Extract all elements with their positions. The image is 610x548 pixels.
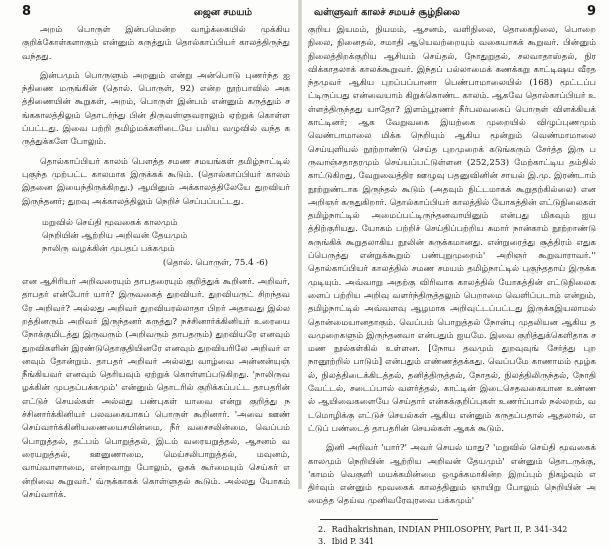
right-running-title: வள்ளுவர் காலச் சமயச் சூழ்நிலை	[314, 7, 460, 18]
verse-line: நெறியின் ஆற்றிய அறிவன் தேயமும்	[42, 231, 188, 242]
verse-citation: (தொல். பொருள், 75.4 -6)	[162, 257, 268, 268]
left-paragraph-1: அறம் பொருள் இன்பமென்ற வாழ்க்கையில் முக்கிய குறிக்கோள்களாகும் என்னும் கருத்தும் தொல்காப்பியர் காலத்திருந்து வந்தது.	[22, 25, 290, 62]
right-paragraph-1: குறிய இயமம், நியமம், ஆசனம், வளிநிலை, தொகைநிலை, பொறை நிலை, நினைதல், சமாதி ஆயெவற்றையும் வகையாகக் கூறுவர். பின்னும் நிலைத்திறக்குறிய ஆசியம் செய்தல், நோதுறுதல், சலவாதாஸ்தல், நிரவிக்காதலாக் காலக்கூறுவர். இந்தப் பல்லாமைக் கணக்கறு காட்டிஷய வீரதந்தமுவர் ஆகிய புறப்பப்பானா பெண்பாமாலையில் (168) மூட்டப்பட்டிருப்பது என்வையாம் கிறுக்கொண்ட காலம். ஆகவே தொல்காப்பியர் உள்ளத்திருந்தது யாதோ? இளம்பூரணர் நீர்பலவகைப் பொருள் விளக்கியக் காட்டினர்; ஆக வேறுவகை இயற்கை முறையில் விழுப்புணமும் வெண்பாமாலை மிக்க நெறியும் ஆகிய மூன்றும் வெண்மாமாலை செய்யுளியல் நூற்றாண்டு செய்த புறமுறைக் கடுங்கரும் சேர்த்த இரு பருவாஞ்சதாதரமும் செய்யப்பட்டுள்ளன (252,253) மேற்காட்டிய தம்தில் காட்டுகிறது, வேறுவைத்திர ஊழுவு பதனுவினின் சாயல் இ.மு. இரண்டாம் நூற்றுண்டாக இருந்தல் கூடும் (அதவும் நிட்டமாகக் கூறுதற்கில்லை) என அறிஞர் கருதுகிறார். தொல்காப்பியர் காலத்தில் யோகத்தின் எட்டுநிலைகள் தமிழ்நாட்டில் அமைப்பட்டிருந்தனவாயினும் என்பது மிகவும் ஐயத்திற்குரியது. யோகம் பற்றிச் செய்திப்பற்றிய சுமார் நான்காம் நூற்றாண்டு சுருங்கிக் கூறுதலாகிய நூலின் சுருக்கமானது. என்றுரைத்து சூத்திரம் எதுகப்பெருத்து என்றுக்கூறும் பண்புறுமுறைம்' அறிஞர் கூறுவாராவர்.'' தொல்காப்பியர் காலத்தில் சமண சமயம் தமிழ்நாட்டில் புகுந்ததாய் இருக்கமுடியும். அவ்வாறு அதற்கு விரிவாக காலத்தில் யோகத்தின் எட்டுநிலைகளைப் பற்றிய அறிவு வளர்ந்திருத்தலும் பெறாமை வெளிப்படாம் என்றும், தமிழ்நாட்டில் அவ்வளவு ஆழமாக அறிவுட்டப்பட்டது இருக்கஇயலாமல் தொன்மையானதாகும். வெப்பம் பொறுத்தல் நோன்பு முதலியன ஆகிய தவமுறைகளும் இருந்தனவா என்பதும் ஐயமே. இவை குறித்துக்கெளிதாக சமண நூல்கள்கில் உள்ளன. [நோய தவமும் துறவுவுங் சேர்த்து புறநானூற்றில் பாடும்] என்பதும் எண்ணத்தக்கது. வெப்பமே காணாமம் மூழ்கல், நிலத்திடைக்கிடத்தல், தனித்திருத்தல், நோதல், நிலத்திலிருந்தல், நோதி வேட்டல், சடைப்பால் வளர்த்தல், காட்டின் இடைசெதவகையான உண்ணல் ஆயிவைகளையே செய்தார் என்கக்குறிப்புகள் உணர்ப்பால் நல்லறம், வடமொழிக்கு எட்டுச் செயல்கள் ஆகிய என்னும் கருதப்பதால் ஆதலால், எட்டுப் பண்டைத் தாபதரின் செயல்கள் ஆகக் கூடும்.	[308, 25, 596, 434]
left-page-number: 8	[22, 4, 32, 19]
footnote-text: Radhakrishnan, INDIAN PHILOSOPHY, Part II, P. 341-342	[331, 524, 568, 534]
left-paragraph-2: இன்பமும் பொருளும் அறனும் என்று அன்பொடு புணர்ந்த ஐந்திணை மருங்கின் (தொல். பொருள், 92) என்ற நூற்பாவில் அகத்திணையின் கூறுகள், அறம், பொருள் இன்பம் என்னும் கருத்தும் சங்ககாலத்திலும் தொடர்ந்து பின் திருவள்ளுவராலும் ஏற்றுக் கொள்ளப்பட்டது. இவை பற்றி தமிழ்மக்களிடையே பலிய வழுவில் வந்த கருத்துக்களே போலும்.	[22, 70, 290, 148]
left-paragraph-3: தொல்காப்பியர் காலம் பௌத்த சமண சமயங்கள் தமிழ்நாட்டில் புகுந்த முற்பட்ட காலமாக இருக்கக் கூடும். (தொல்காப்பியர் காலம் இதனை இயைந்திருக்கிறது.) ஆயினும் அக்காலத்திலேயே துறவியர் இருந்தனர்; துறவு அக்காலத்திலும் நெறிச் செப்பப்பட்டது.	[22, 156, 290, 207]
left-paragraph-4: என ஆசிரியர் அறிவரையும் தாபதரையும் குறித்துக் கூறினர். அறிவர், தாபதர் என்போர் யார்? இருவகைத் துறவியர். துறவியருட் சிறந்தவரே அறிவர்? அல்லது அறிவர் துறவியரல்லாதா பிறர் அதாவது இல்லறத்தினரும் அறிவர் இருந்தனர் கருத்து? நச்சினார்க்கினியர் உரையை நோக்குமிடத்து இருவரும் (அறிவரும் தாபதரும்) துறவியரே எனவும் துறவிகளின் இரண்டுதொகுதியினரே எனவும் துறவியரிலே அறிவர் எனவும் தோன்றும். தாபதர் அறிவர் அல்லது வாழ்வை அன்னன்யுஞ் நீங்கியவர் எனவும் தெரியவும் ஏற்றுக் கொள்ளப்படுகிறது. 'நாலிருவழக்கின் முபதப்பக்கமும்' என்னும் தொடரில் குறிக்கப்பட்ட தாபதரின் எட்டுச் செயல்கள் அல்லது பண்புகள் யாவை என்று குறித்து நச்சினார்க்கினியர் பலவகையாகப் பொருள் கூறினார். 'அவை ஊண் செய்வார்க்கினியணையைசயின்மை, நீர் வசைசலின்மை, வெப்பம் பொறுத்தல், தட்பம் பொறுத்தல், இடம் வரையறுத்தல், ஆசனம் வரையறுத்தல், ஊனுணாமை, மெய்சலிபாறுத்தல், மவுனம், வாய்வாளாமை, என்றவாறு போலும், ஓகக் கூர்மையும் செய்கர் என்றிவை கூறுவர்.' வ்ருக்காகக் கொள்ளுதல் கூடும். அல்லது யோகம் செய்வார்க்.	[22, 277, 290, 500]
left-running-title: ஜைன சமயம்	[193, 7, 252, 18]
verse-line: மறுவில் செய்தி மூவகைக் காலமும்	[42, 217, 178, 228]
footnote-number: 2.	[318, 524, 326, 534]
footnote-number: 3.	[318, 536, 326, 546]
right-page	[300, 0, 610, 546]
verse-line: நாலிரு வழக்கின் முபதப் பக்கமும்	[42, 244, 175, 255]
left-page	[0, 0, 300, 500]
footnote-text: Ibid P. 341	[331, 536, 375, 546]
right-paragraph-2: இனி அறிவர் 'யார்?' அவர் செயல் யாது? 'மறுவில் செய்தி மூவகைக் காலமும் நெறியின் ஆற்றிய அறிவன் தேயமும்' என்னும் தொடருக்கு, 'காமம் வெகுளி மயக்கமின்மை ஒழுக்கமாகின்ற இறப்பும் நிகழ்வும் எதிர்வும் என்னும் மூவகைக் காலத்தினும் ஞாயிறு போலும் நெறியின் அமைத்த தெய்வ முனிவரேவுரவை பக்கமும்'	[308, 443, 596, 507]
verse-block	[42, 217, 290, 270]
footnote	[318, 524, 596, 536]
footnote-rule	[320, 519, 438, 520]
left-page-header	[22, 4, 290, 20]
right-page-header	[308, 4, 596, 20]
footnote	[318, 536, 596, 548]
right-page-number: 9	[586, 4, 596, 19]
